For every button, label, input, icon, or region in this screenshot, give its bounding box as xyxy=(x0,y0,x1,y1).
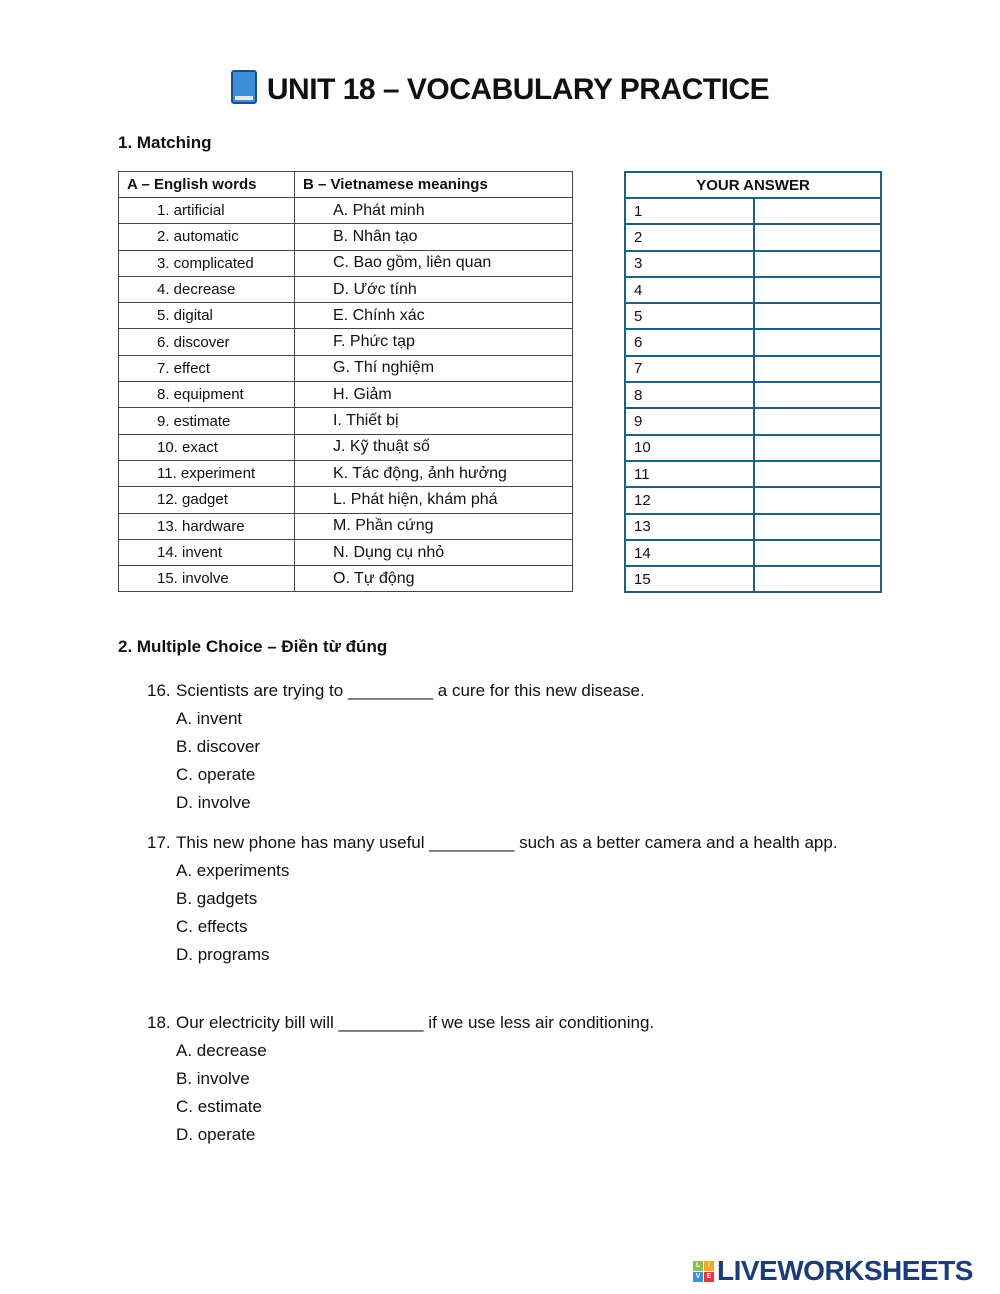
answer-option[interactable]: C. estimate xyxy=(176,1097,262,1116)
answer-number: 14 xyxy=(625,540,754,566)
vietnamese-meaning: E. Chính xác xyxy=(295,303,573,329)
answer-row xyxy=(625,224,881,250)
answer-option[interactable]: D. programs xyxy=(176,945,270,964)
column-header-english: A – English words xyxy=(119,172,295,198)
answer-number: 7 xyxy=(625,356,754,382)
english-word: 11. experiment xyxy=(119,460,295,486)
answer-number: 1 xyxy=(625,198,754,224)
answer-row xyxy=(625,251,881,277)
english-word: 2. automatic xyxy=(119,224,295,250)
answer-option[interactable]: B. discover xyxy=(176,737,261,756)
answer-row xyxy=(625,382,881,408)
matching-row xyxy=(119,382,573,408)
answer-row xyxy=(625,356,881,382)
vietnamese-meaning: N. Dụng cụ nhỏ xyxy=(295,539,573,565)
answer-number: 10 xyxy=(625,435,754,461)
answer-row xyxy=(625,303,881,329)
english-word: 6. discover xyxy=(119,329,295,355)
answer-row xyxy=(625,487,881,513)
column-header-vietnamese: B – Vietnamese meanings xyxy=(295,172,573,198)
question-17 xyxy=(147,829,877,969)
vietnamese-meaning: I. Thiết bị xyxy=(295,408,573,434)
matching-row xyxy=(119,539,573,565)
vietnamese-meaning: L. Phát hiện, khám phá xyxy=(295,487,573,513)
answer-input[interactable] xyxy=(754,329,881,355)
answer-option[interactable]: C. effects xyxy=(176,917,248,936)
answer-number: 11 xyxy=(625,461,754,487)
answer-input[interactable] xyxy=(754,540,881,566)
answer-input[interactable] xyxy=(754,356,881,382)
matching-row xyxy=(119,250,573,276)
english-word: 1. artificial xyxy=(119,198,295,224)
answer-option[interactable]: D. operate xyxy=(176,1125,256,1144)
question-text: Scientists are trying to _________ a cure for this new disease. xyxy=(176,681,645,700)
answer-input[interactable] xyxy=(754,435,881,461)
answer-number: 4 xyxy=(625,277,754,303)
answer-input[interactable] xyxy=(754,408,881,434)
answer-row xyxy=(625,461,881,487)
question-text: Our electricity bill will _________ if we use less air conditioning. xyxy=(176,1013,655,1032)
answer-input[interactable] xyxy=(754,224,881,250)
vietnamese-meaning: D. Ước tính xyxy=(295,276,573,302)
answer-row xyxy=(625,514,881,540)
vietnamese-meaning: A. Phát minh xyxy=(295,198,573,224)
question-18 xyxy=(147,1009,877,1149)
answer-row xyxy=(625,408,881,434)
answer-number: 9 xyxy=(625,408,754,434)
matching-row xyxy=(119,566,573,592)
english-word: 9. estimate xyxy=(119,408,295,434)
answer-table xyxy=(624,171,882,593)
answer-row xyxy=(625,540,881,566)
english-word: 14. invent xyxy=(119,539,295,565)
answer-number: 2 xyxy=(625,224,754,250)
answer-row xyxy=(625,329,881,355)
answer-number: 15 xyxy=(625,566,754,592)
answer-option[interactable]: A. invent xyxy=(176,709,243,728)
liveworksheets-logo: L I V E LIVEWORKSHEETS xyxy=(693,1255,973,1287)
answer-input[interactable] xyxy=(754,277,881,303)
english-word: 7. effect xyxy=(119,355,295,381)
vietnamese-meaning: F. Phức tạp xyxy=(295,329,573,355)
answer-option[interactable]: C. operate xyxy=(176,765,256,784)
english-word: 5. digital xyxy=(119,303,295,329)
answer-number: 12 xyxy=(625,487,754,513)
vietnamese-meaning: C. Bao gồm, liên quan xyxy=(295,250,573,276)
vietnamese-meaning: K. Tác động, ảnh hưởng xyxy=(295,460,573,486)
question-number: 17. xyxy=(147,833,171,852)
english-word: 10. exact xyxy=(119,434,295,460)
answer-option[interactable]: A. decrease xyxy=(176,1041,267,1060)
answer-row xyxy=(625,277,881,303)
page-title: UNIT 18 – VOCABULARY PRACTICE xyxy=(0,70,1000,107)
answer-option[interactable]: B. gadgets xyxy=(176,889,258,908)
matching-row xyxy=(119,355,573,381)
answer-option[interactable]: B. involve xyxy=(176,1069,250,1088)
matching-row xyxy=(119,487,573,513)
vietnamese-meaning: B. Nhân tạo xyxy=(295,224,573,250)
english-word: 12. gadget xyxy=(119,487,295,513)
answer-option[interactable]: A. experiments xyxy=(176,861,290,880)
answer-row xyxy=(625,566,881,592)
answer-row xyxy=(625,198,881,224)
english-word: 15. involve xyxy=(119,566,295,592)
english-word: 13. hardware xyxy=(119,513,295,539)
question-16 xyxy=(147,677,877,817)
book-icon xyxy=(231,70,257,104)
vietnamese-meaning: H. Giảm xyxy=(295,382,573,408)
english-word: 3. complicated xyxy=(119,250,295,276)
matching-row xyxy=(119,276,573,302)
section-heading-matching: 1. Matching xyxy=(118,133,212,152)
question-number: 16. xyxy=(147,681,171,700)
answer-option[interactable]: D. involve xyxy=(176,793,251,812)
answer-number: 8 xyxy=(625,382,754,408)
vietnamese-meaning: O. Tự động xyxy=(295,566,573,592)
answer-row xyxy=(625,435,881,461)
answer-number: 5 xyxy=(625,303,754,329)
matching-table xyxy=(118,171,573,592)
question-text: This new phone has many useful _________ such as a better camera and a health app. xyxy=(176,833,838,852)
answer-input[interactable] xyxy=(754,251,881,277)
matching-row xyxy=(119,303,573,329)
answer-number: 13 xyxy=(625,514,754,540)
section-heading-multiple-choice: 2. Multiple Choice – Điền từ đúng xyxy=(118,637,388,656)
matching-row xyxy=(119,434,573,460)
answer-input[interactable] xyxy=(754,303,881,329)
vietnamese-meaning: G. Thí nghiệm xyxy=(295,355,573,381)
logo-tiles-icon: L I V E xyxy=(693,1261,714,1282)
matching-row xyxy=(119,513,573,539)
matching-row xyxy=(119,460,573,486)
answer-input[interactable] xyxy=(754,461,881,487)
answer-input[interactable] xyxy=(754,487,881,513)
answer-header: YOUR ANSWER xyxy=(625,172,881,198)
answer-input[interactable] xyxy=(754,566,881,592)
english-word: 4. decrease xyxy=(119,276,295,302)
answer-input[interactable] xyxy=(754,382,881,408)
english-word: 8. equipment xyxy=(119,382,295,408)
answer-input[interactable] xyxy=(754,514,881,540)
answer-number: 6 xyxy=(625,329,754,355)
answer-number: 3 xyxy=(625,251,754,277)
matching-row xyxy=(119,198,573,224)
matching-row xyxy=(119,329,573,355)
matching-row xyxy=(119,408,573,434)
answer-input[interactable] xyxy=(754,198,881,224)
vietnamese-meaning: J. Kỹ thuật số xyxy=(295,434,573,460)
matching-row xyxy=(119,224,573,250)
vietnamese-meaning: M. Phần cứng xyxy=(295,513,573,539)
question-number: 18. xyxy=(147,1013,171,1032)
